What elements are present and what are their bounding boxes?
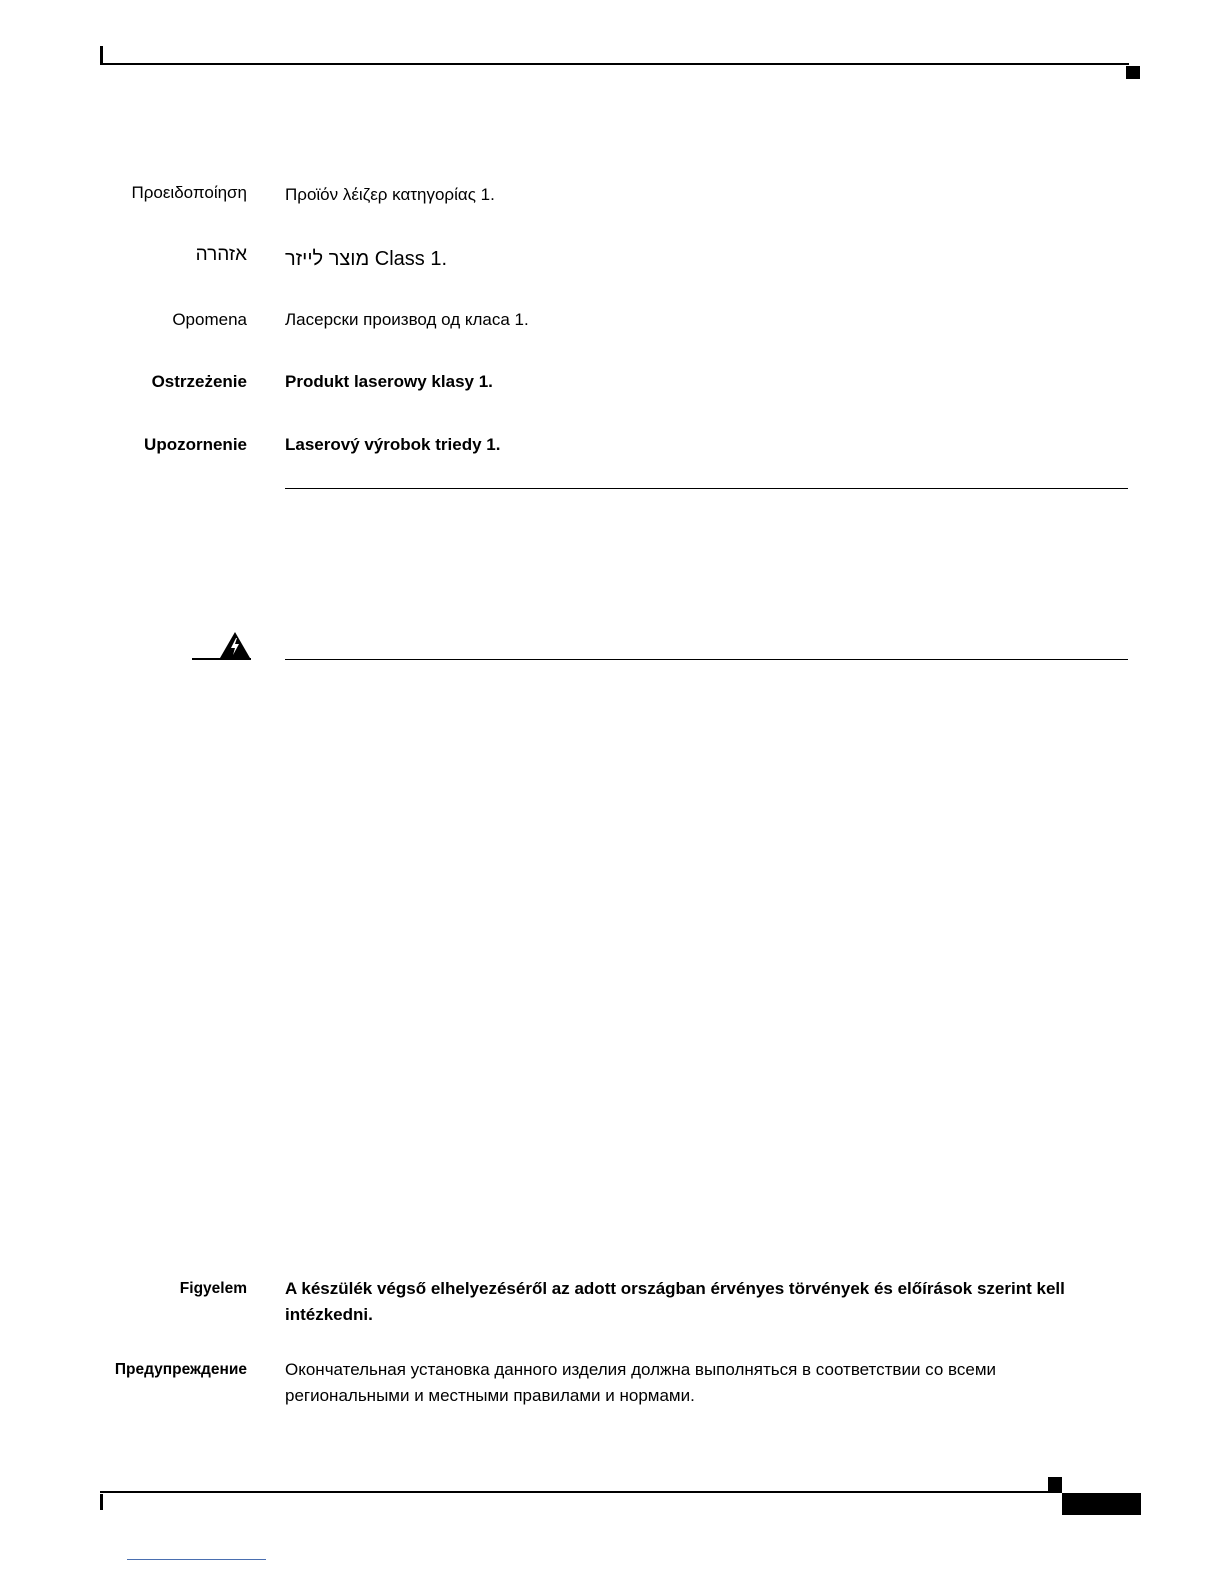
header-block [1126, 66, 1140, 79]
warning-lightning-icon [219, 631, 251, 659]
warning-label-russian: Предупреждение [114, 1361, 247, 1378]
section-rule [285, 488, 1128, 489]
warning-text-hungarian: A készülék végső elhelyezéséről az adott országban érvényes törvények és előírások szerint kell intézkedni. [285, 1279, 1065, 1324]
warning-label-macedonian: Opomena [172, 310, 247, 329]
warning-text-slovak: Laserový výrobok triedy 1. [285, 435, 501, 454]
warning-text-hebrew: .Class 1 מוצר לייזר [285, 248, 448, 270]
warning-text-russian: Окончательная установка данного изделия должна выполняться в соответствии со всеми региональными и местными правилами и нормами. [285, 1360, 997, 1405]
footer-tick [100, 1494, 103, 1510]
warning-label-polish: Ostrzeżenie [151, 372, 247, 391]
footer-block-small [1048, 1477, 1062, 1491]
warning-label-hebrew: אזהרה [195, 244, 247, 265]
footer-link-underline[interactable] [127, 1559, 266, 1560]
footer-page-block [1062, 1493, 1141, 1515]
header-rule [100, 63, 1129, 65]
warning-text-polish: Produkt laserowy klasy 1. [285, 372, 493, 391]
warning-rule [285, 659, 1128, 660]
footer-rule [100, 1491, 1062, 1493]
warning-label-greek: Προειδοποίηση [131, 183, 247, 202]
warning-label-hungarian: Figyelem [179, 1280, 247, 1297]
warning-text-greek: Προϊόν λέιζερ κατηγορίας 1. [285, 185, 495, 204]
warning-icon-rule [192, 658, 251, 660]
warning-label-slovak: Upozornenie [144, 435, 247, 454]
warning-text-macedonian: Ласерски производ од класа 1. [285, 310, 529, 329]
